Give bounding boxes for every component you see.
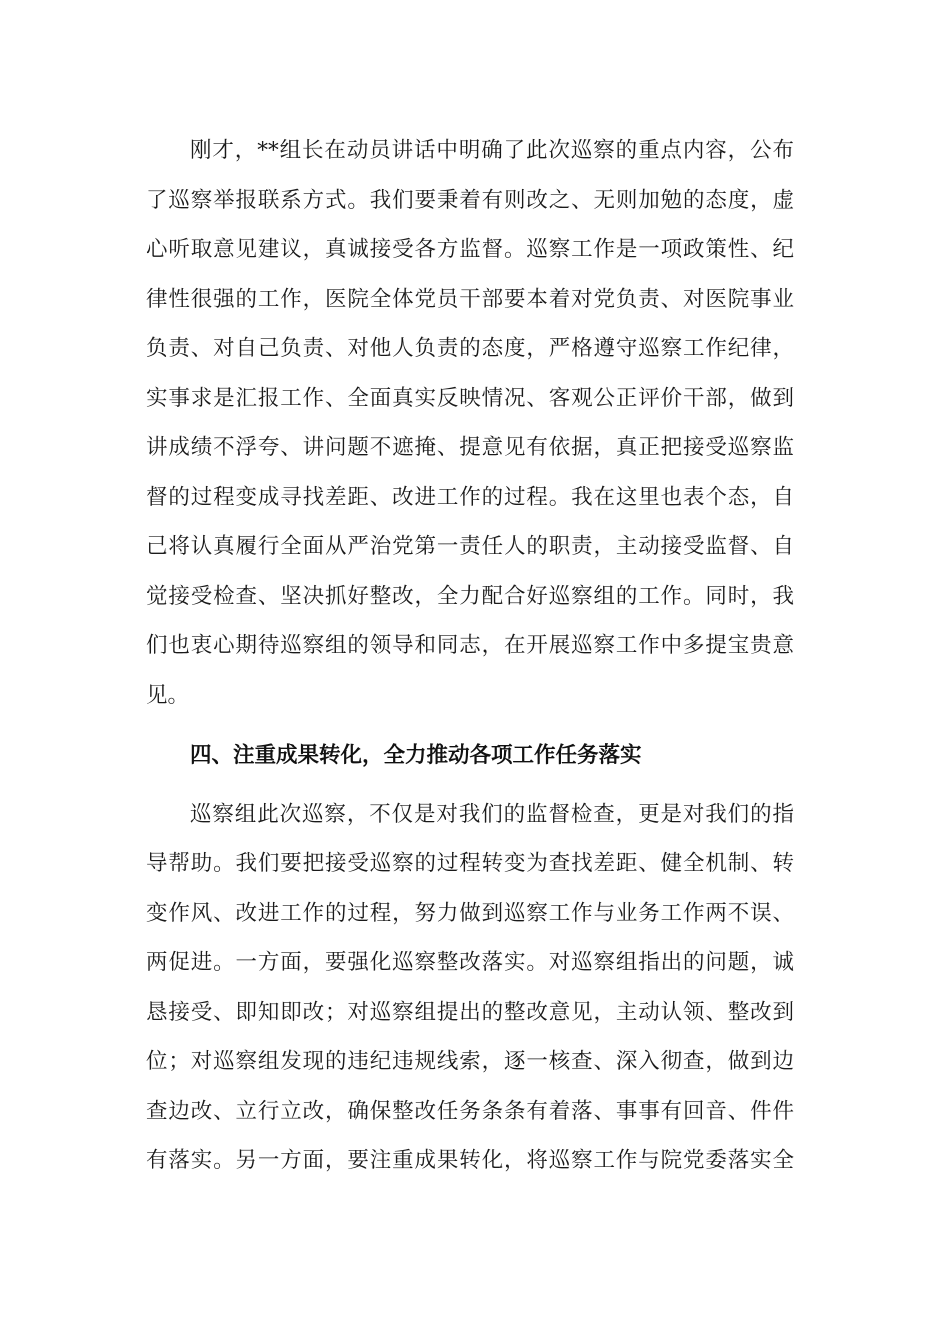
paragraph-2-line: 查边改、立行立改，确保整改任务条条有着落、事事有回音、件件: [146, 1099, 794, 1124]
paragraph-1-line: 督的过程变成寻找差距、改进工作的过程。我在这里也表个态，自: [146, 485, 794, 510]
paragraph-1-line: 实事求是汇报工作、全面真实反映情况、客观公正评价干部，做到: [146, 386, 794, 411]
paragraph-1-line: 们也衷心期待巡察组的领导和同志，在开展巡察工作中多提宝贵意: [146, 633, 794, 658]
paragraph-1-line: 刚才，**组长在动员讲话中明确了此次巡察的重点内容，公布: [190, 138, 794, 163]
paragraph-1-line: 心听取意见建议，真诚接受各方监督。巡察工作是一项政策性、纪: [146, 237, 794, 262]
paragraph-2-line: 有落实。另一方面，要注重成果转化，将巡察工作与院党委落实全: [146, 1148, 794, 1173]
section-heading: 四、注重成果转化，全力推动各项工作任务落实: [190, 743, 642, 768]
paragraph-1-line: 见。: [146, 683, 190, 708]
paragraph-2-line: 恳接受、即知即改；对巡察组提出的整改意见，主动认领、整改到: [146, 1000, 794, 1025]
paragraph-2-line: 导帮助。我们要把接受巡察的过程转变为查找差距、健全机制、转: [146, 851, 794, 876]
paragraph-1-line: 讲成绩不浮夸、讲问题不遮掩、提意见有依据，真正把接受巡察监: [146, 435, 794, 460]
paragraph-1-line: 律性很强的工作，医院全体党员干部要本着对党负责、对医院事业: [146, 287, 794, 312]
paragraph-1-line: 负责、对自己负责、对他人负责的态度，严格遵守巡察工作纪律，: [146, 336, 794, 361]
paragraph-1-line: 己将认真履行全面从严治党第一责任人的职责，主动接受监督、自: [146, 534, 794, 559]
paragraph-1-line: 觉接受检查、坚决抓好整改，全力配合好巡察组的工作。同时，我: [146, 584, 794, 609]
paragraph-1-line: 了巡察举报联系方式。我们要秉着有则改之、无则加勉的态度，虚: [146, 188, 794, 213]
paragraph-2-line: 巡察组此次巡察，不仅是对我们的监督检查，更是对我们的指: [190, 802, 794, 827]
paragraph-2-line: 变作风、改进工作的过程，努力做到巡察工作与业务工作两不误、: [146, 901, 794, 926]
paragraph-2-line: 两促进。一方面，要强化巡察整改落实。对巡察组指出的问题，诚: [146, 950, 794, 975]
paragraph-2-line: 位；对巡察组发现的违纪违规线索，逐一核查、深入彻查，做到边: [146, 1049, 794, 1074]
